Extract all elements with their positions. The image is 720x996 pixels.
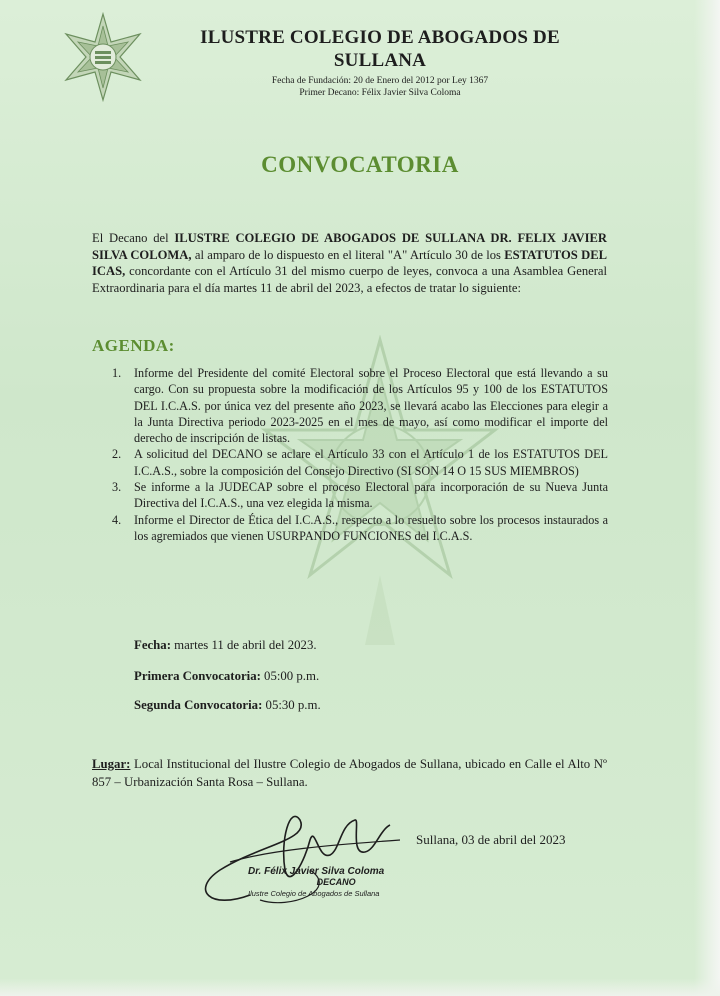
venue-paragraph	[92, 755, 607, 791]
first-dean: Primer Decano: Félix Javier Silva Coloma	[299, 88, 461, 98]
document-heading: CONVOCATORIA	[261, 152, 459, 177]
place-date: Sullana, 03 de abril del 2023	[416, 832, 566, 847]
first-call-time: 05:00 p.m.	[260, 669, 320, 683]
venue-text: Local Institucional del Ilustre Colegio de Abogados de Sullana, ubicado en Calle el Alto Nº 857 – Urbanización Santa Rosa – Sullana.	[92, 757, 607, 789]
agenda-item	[112, 365, 608, 446]
agenda-item-number: 1.	[112, 366, 122, 380]
signer-institution: Ilustre Colegio de Abogados de Sullana	[248, 889, 380, 898]
agenda-item-number: 2.	[112, 447, 122, 462]
intro-text-2: al amparo de lo dispuesto en el literal "A" Artículo 30 de los	[191, 247, 505, 262]
agenda-item-text: Informe el Director de Ética del I.C.A.S., respecto a lo resuelto sobre los procesos instaurados a los agremiados que vienen USURPANDO FUNCIONES del I.C.A.S.	[134, 512, 608, 543]
first-call	[134, 669, 319, 684]
signer-role: DECANO	[316, 877, 356, 887]
intro-paragraph	[92, 230, 607, 296]
star-seal-icon	[58, 12, 148, 102]
agenda-title: AGENDA:	[92, 336, 175, 355]
first-call-label: Primera Convocatoria:	[134, 669, 261, 683]
meeting-date-label: Fecha:	[134, 638, 171, 652]
letterhead	[170, 26, 590, 99]
second-call-label: Segunda Convocatoria:	[134, 698, 263, 712]
agenda-item-number: 4.	[112, 512, 122, 527]
foundation-date: Fecha de Fundación: 20 de Enero del 2012 por Ley 1367	[271, 76, 489, 86]
intro-bold-2: ESTATUTOS DEL ICAS,	[92, 247, 607, 278]
page-bottom-edge	[0, 978, 720, 996]
institution-name-line2: SULLANA	[333, 50, 427, 71]
signature-icon	[190, 800, 430, 920]
signer-name: Dr. Félix Javier Silva Coloma	[248, 866, 385, 877]
signature-block	[248, 866, 384, 899]
agenda-item-text: A solicitud del DECANO se aclare el Artículo 33 con el Artículo 1 de los ESTATUTOS DEL I.C.A.S., sobre la composición del Consejo Directivo (SI SON 14 O 15 SUS MIEMBROS)	[134, 447, 608, 478]
second-call-time: 05:30 p.m.	[262, 698, 321, 712]
agenda-item-text: Informe del Presidente del comité Electoral sobre el Proceso Electoral que está llevando a su cargo. Con su propuesta sobre la modificación de los Artículos 95 y 100 de los ESTATUTOS DEL I.C.A.S. por única vez del presente año 2023, se llevará acabo las Elecciones para elegir a la Junta Directiva periodo 2023-2025 en el mes de mayo, así como modificar el importe del derecho de inscripción de listas.	[134, 366, 608, 446]
institution-name-line1: ILUSTRE COLEGIO DE ABOGADOS DE	[200, 27, 560, 48]
agenda-item	[112, 479, 608, 512]
venue-label: Lugar:	[92, 757, 131, 771]
agenda-item-number: 3.	[112, 480, 122, 495]
agenda-item	[112, 446, 608, 479]
intro-text-1: El Decano del	[92, 231, 175, 245]
second-call	[134, 698, 321, 713]
page-edge-shadow	[694, 0, 720, 996]
intro-text-3: concordante con el Artículo 31 del mismo cuerpo de leyes, convoca a una Asamblea General Extraordinaria para el día martes 11 de abril del 2023, a efectos de tratar lo siguiente:	[92, 264, 607, 295]
agenda-list	[112, 365, 608, 544]
agenda-item-text: Se informe a la JUDECAP sobre el proceso Electoral para incorporación de su Nueva Junta Directiva del I.C.A.S., una vez elegida la misma.	[134, 480, 608, 511]
agenda-item	[112, 512, 608, 545]
meeting-date-value: martes 11 de abril del 2023.	[170, 638, 317, 652]
meeting-date	[134, 638, 317, 653]
intro-bold-1: ILUSTRE COLEGIO DE ABOGADOS DE SULLANA DR. FELIX JAVIER SILVA COLOMA,	[92, 231, 608, 262]
